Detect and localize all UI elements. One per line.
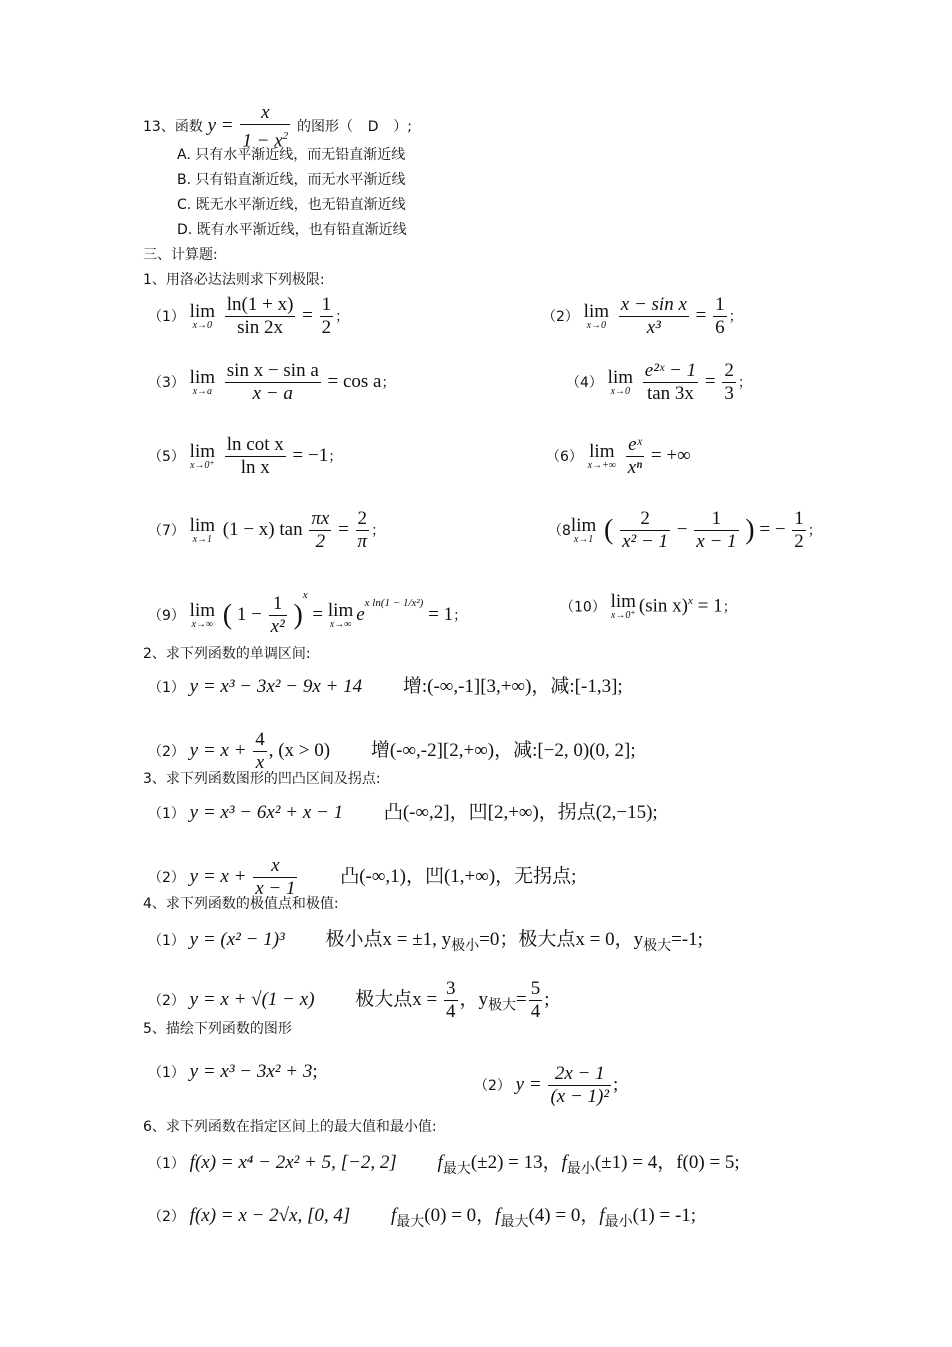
p1-4-lim-sub: x→0	[610, 385, 631, 397]
p1-9-body: 1 −	[236, 604, 262, 625]
p4-2-d1: 4	[446, 1001, 456, 1022]
p6-2-label: （2）	[148, 1209, 185, 1225]
p1-8-end: ；	[807, 522, 822, 539]
p1-9-res: = 1	[428, 604, 454, 625]
p1-item-10	[560, 592, 737, 621]
q13-answer: D	[367, 119, 379, 136]
p1-4-label: （4）	[566, 374, 603, 391]
p2-title: 2、求下列函数的单调区间:	[143, 646, 311, 662]
p1-2-num: x − sin x	[620, 294, 687, 315]
p1-7-lim-sub: x→1	[192, 533, 213, 545]
p1-5-lim	[189, 440, 216, 471]
p1-4-eq: =	[704, 370, 716, 392]
p1-4-den: tan 3x	[646, 383, 694, 404]
q13-close: ）;	[393, 119, 413, 136]
p4-2-frac-1	[444, 978, 458, 1023]
p1-9-frac	[269, 593, 287, 638]
p2-2-func-pre: y = x +	[189, 739, 247, 761]
p1-10-lim	[610, 590, 636, 621]
p1-2-lim	[583, 300, 610, 331]
p1-1-num: ln(1 + x)	[226, 294, 294, 315]
p1-7-result	[356, 508, 370, 553]
p1-9-d1: x²	[270, 616, 285, 638]
p6-1-v3: f(0) = 5;	[676, 1152, 740, 1173]
p2-item-2	[148, 729, 636, 774]
p1-5-frac	[225, 434, 286, 479]
p4-item-1	[148, 931, 703, 955]
p1-1-result	[320, 294, 334, 339]
p2-1-func: y = x³ − 3x² − 9x + 14	[189, 676, 363, 697]
p1-5-label: （5）	[148, 448, 185, 465]
p1-8-n2: 1	[694, 508, 738, 531]
p1-7-eq: =	[338, 518, 349, 540]
p1-8-result	[792, 508, 806, 553]
p1-3-label: （3）	[148, 374, 185, 391]
p1-6-lim-sub: x→+∞	[587, 459, 616, 471]
p1-8-frac-2	[694, 508, 738, 553]
p1-1-lim-sub: x→0	[192, 319, 213, 331]
q13-frac-num: x	[240, 102, 290, 125]
p1-10-lim-sub: x→0⁺	[610, 609, 636, 621]
p1-item-8	[548, 508, 822, 553]
p1-9-eq: =	[312, 604, 324, 625]
p6-2-func: f(x) = x − 2√x, [0, 4]	[189, 1205, 351, 1226]
p4-2-label: （2）	[148, 992, 185, 1009]
p1-3-end: ；	[381, 374, 396, 391]
p4-1-answer-b: =0；极大点x = 0，y	[479, 929, 644, 950]
p1-8-lparen: (	[604, 514, 614, 546]
p1-4-lim	[607, 366, 634, 397]
p4-1-answer-c: =-1;	[671, 929, 703, 950]
q13-option-d: D. 既有水平渐近线，也有铅直渐近线	[177, 222, 407, 238]
p5-2-end: ;	[613, 1073, 619, 1095]
p1-1-den: sin 2x	[237, 317, 284, 338]
p1-9-e: e	[356, 604, 365, 625]
p2-1-answer: 增:(-∞,-1][3,+∞)，减:[-1,3];	[402, 676, 623, 697]
p1-8-d1: x² − 1	[622, 531, 669, 552]
p1-3-lim	[189, 366, 216, 397]
p4-1-sub-b: 极大	[643, 937, 672, 954]
q13-option-b: B. 只有铅直渐近线，而无水平渐近线	[177, 172, 406, 188]
p1-1-lim	[189, 300, 216, 331]
p6-1-v2: (±1) = 4，	[594, 1152, 677, 1173]
q13-frac-den-text: 1 − x	[242, 130, 283, 152]
p1-10-label: （10）	[560, 599, 606, 616]
p1-4-rden: 3	[724, 383, 734, 404]
p1-8-rden: 2	[794, 531, 804, 552]
p1-2-rden: 6	[715, 317, 725, 338]
p6-1-s2: 最小	[566, 1160, 595, 1177]
p2-1-label: （1）	[148, 680, 185, 696]
p4-2-n2: 5	[530, 978, 541, 999]
p1-2-rnum: 1	[715, 294, 725, 315]
p4-1-sub-a: 极小	[451, 937, 480, 954]
p1-9-end: ；	[453, 608, 468, 624]
p1-9-lim-text: lim	[189, 599, 216, 621]
p1-7-lim-text: lim	[189, 514, 216, 536]
p6-2-s3: 最小	[604, 1213, 633, 1230]
p1-10-res: = 1	[697, 595, 723, 617]
p1-item-7	[148, 508, 385, 553]
p3-2-frac	[253, 855, 297, 900]
p1-1-end: ；	[335, 308, 350, 325]
p1-item-2	[542, 294, 743, 339]
p1-4-num: e²ˣ − 1	[644, 360, 697, 381]
p2-2-label: （2）	[148, 743, 185, 760]
p3-item-1	[148, 804, 658, 823]
question-13	[143, 102, 412, 152]
p1-1-rnum: 1	[321, 294, 332, 315]
p1-1-rden: 2	[321, 317, 332, 338]
p1-3-lim-text: lim	[189, 366, 216, 388]
p1-item-3	[148, 360, 396, 405]
p3-2-label: （2）	[148, 869, 185, 886]
p1-9-rparen: )	[293, 599, 303, 631]
p6-1-v1: (±2) = 13，	[470, 1152, 562, 1173]
p1-8-label: （8	[548, 522, 571, 539]
p1-1-frac	[225, 294, 296, 339]
p3-2-answer: 凸(-∞,1)，凹(1,+∞)，无拐点;	[340, 865, 577, 887]
p1-8-eq: = −	[759, 518, 786, 540]
p1-2-den: x³	[646, 317, 661, 338]
p5-2-num: 2x − 1	[548, 1063, 611, 1086]
p1-8-lim-text: lim	[570, 514, 597, 536]
p1-4-result	[722, 360, 736, 405]
p1-1-label: （1）	[148, 308, 185, 325]
p1-8-frac-1	[620, 508, 670, 553]
p1-8-rnum: 1	[794, 508, 804, 529]
p1-4-rnum: 2	[724, 360, 734, 381]
p6-2-s2: 最大	[500, 1213, 529, 1230]
p1-item-9	[148, 586, 467, 638]
p6-item-1	[148, 1154, 740, 1178]
p3-1-label: （1）	[148, 806, 185, 822]
p6-2-v2: (4) = 0，	[528, 1205, 600, 1226]
p1-6-label: （6）	[546, 448, 583, 465]
p5-2-den: (x − 1)²	[550, 1086, 610, 1107]
p1-1-lim-text: lim	[189, 300, 216, 322]
p3-1-answer: 凸(-∞,2]，凹[2,+∞)，拐点(2,−15);	[383, 802, 658, 823]
p4-2-eq: =	[516, 988, 527, 1010]
p1-9-exp: x	[302, 589, 308, 601]
p6-1-s1: 最大	[442, 1160, 471, 1177]
p1-9-lim2-text: lim	[327, 599, 354, 621]
p1-2-result	[713, 294, 727, 339]
p3-title: 3、求下列函数图形的凹凸区间及拐点:	[143, 771, 381, 787]
p1-7-label: （7）	[148, 522, 185, 539]
p4-1-answer-a: 极小点x = ±1, y	[325, 929, 452, 950]
p3-1-func: y = x³ − 6x² + x − 1	[189, 802, 344, 823]
p5-title: 5、描绘下列函数的图形	[143, 1021, 292, 1037]
p1-10-lim-text: lim	[610, 590, 636, 612]
p1-6-den: xⁿ	[627, 457, 643, 478]
p1-4-frac	[643, 360, 698, 405]
p5-1-label: （1）	[148, 1065, 185, 1081]
p1-item-5	[148, 434, 342, 479]
p1-3-frac	[225, 360, 321, 405]
q13-number: 13、	[143, 119, 175, 136]
p6-1-a2: f	[561, 1152, 567, 1173]
p1-item-4	[566, 360, 752, 405]
p2-2-answer: 增(-∞,-2][2,+∞)，减:[−2, 0)(0, 2];	[370, 739, 636, 761]
p2-2-num: 4	[255, 729, 265, 750]
p1-6-eq: = +∞	[650, 444, 691, 466]
q13-option-c: C. 既无水平渐近线，也无铅直渐近线	[177, 197, 406, 213]
p6-item-2	[148, 1207, 696, 1231]
p1-2-eq: =	[695, 304, 707, 326]
p5-item-2	[474, 1063, 618, 1108]
p1-8-d2: x − 1	[696, 531, 737, 552]
p1-2-end: ；	[728, 308, 743, 325]
p1-9-lim-2	[327, 599, 354, 630]
p6-title: 6、求下列函数在指定区间上的最大值和最小值:	[143, 1119, 437, 1135]
p1-9-lparen: (	[222, 599, 233, 631]
p5-item-1	[148, 1063, 318, 1082]
p1-8-lim	[570, 514, 597, 545]
p1-7-end: ；	[371, 522, 386, 539]
p6-1-func: f(x) = x⁴ − 2x² + 5, [−2, 2]	[189, 1152, 397, 1173]
p1-7-frac	[309, 508, 331, 553]
p1-9-lim-sub: x→∞	[191, 618, 214, 630]
p6-2-v3: (1) = -1;	[632, 1205, 697, 1226]
p4-2-d2: 4	[530, 1001, 541, 1022]
p4-1-func: y = (x² − 1)³	[189, 929, 285, 950]
p5-1-func: y = x³ − 3x² + 3	[189, 1061, 313, 1082]
p1-9-lim	[189, 599, 216, 630]
p1-8-rparen: )	[745, 514, 755, 546]
p6-2-s1: 最大	[396, 1213, 425, 1230]
p1-6-lim-text: lim	[589, 440, 615, 462]
p5-1-end: ;	[312, 1061, 318, 1082]
p5-2-func-pre: y =	[515, 1073, 542, 1095]
p1-7-den: 2	[315, 531, 326, 552]
p1-8-lim-sub: x→1	[573, 533, 594, 545]
p3-item-2	[148, 855, 576, 900]
p1-5-num: ln cot x	[226, 434, 284, 455]
p4-2-func: y = x + √(1 − x)	[189, 988, 315, 1010]
p6-1-a1: f	[437, 1152, 443, 1173]
p6-2-a1: f	[391, 1205, 397, 1226]
p1-6-num: eˣ	[626, 434, 644, 457]
p1-4-lim-text: lim	[607, 366, 634, 388]
p6-2-a2: f	[495, 1205, 501, 1226]
p1-2-lim-text: lim	[583, 300, 610, 322]
p5-2-label: （2）	[474, 1077, 511, 1094]
p1-2-lim-sub: x→0	[586, 319, 607, 331]
p1-item-6	[546, 434, 691, 479]
p1-4-end: ；	[737, 374, 752, 391]
p1-9-e-exp: x ln(1 − 1/x²)	[364, 597, 424, 609]
p1-7-num: πx	[311, 508, 330, 529]
p1-8-minus: −	[676, 518, 688, 540]
p4-1-label: （1）	[148, 933, 185, 949]
p1-7-lim	[189, 514, 216, 545]
p1-3-num: sin x − sin a	[226, 360, 319, 381]
p1-9-n1: 1	[269, 593, 287, 616]
p1-1-eq: =	[302, 304, 313, 326]
p4-2-n1: 3	[446, 978, 456, 999]
p1-8-n1: 2	[620, 508, 670, 531]
p2-2-frac	[253, 729, 267, 774]
p1-5-lim-sub: x→0⁺	[189, 459, 215, 471]
p1-2-label: （2）	[542, 308, 579, 325]
p1-title: 1、用洛必达法则求下列极限:	[143, 272, 325, 288]
p4-2-answer-c: ;	[544, 988, 550, 1010]
p1-10-exp: x	[688, 595, 693, 607]
p1-10-end: ；	[722, 599, 737, 616]
q13-fraction	[240, 102, 290, 152]
q13-option-a: A. 只有水平渐近线，而无铅直渐近线	[177, 147, 406, 163]
p2-item-1	[148, 678, 623, 697]
p1-9-lim2-sub: x→∞	[329, 618, 352, 630]
q13-suffix: 的图形（	[296, 119, 353, 136]
p1-item-1	[148, 294, 349, 339]
p3-2-num: x	[253, 855, 297, 878]
p1-2-frac	[619, 294, 689, 339]
p1-3-eq: = cos a	[327, 370, 382, 392]
section-3-heading: 三、计算题:	[143, 247, 218, 263]
p6-2-a3: f	[599, 1205, 605, 1226]
p4-2-answer-a: 极大点x =	[355, 988, 438, 1010]
p1-7-rden: π	[357, 531, 368, 552]
p1-6-lim	[587, 440, 616, 471]
p2-2-den: x	[255, 752, 265, 773]
p5-2-frac	[548, 1063, 611, 1108]
p1-7-body: (1 − x) tan	[222, 518, 303, 540]
p4-2-frac-2	[529, 978, 543, 1023]
p1-9-label: （9）	[148, 608, 185, 624]
p6-1-label: （1）	[148, 1156, 185, 1172]
p1-5-lim-text: lim	[189, 440, 216, 462]
p6-2-v1: (0) = 0，	[424, 1205, 496, 1226]
p4-item-2	[148, 978, 550, 1023]
p4-2-sub-b: 极大	[488, 997, 517, 1014]
p3-2-den: x − 1	[255, 878, 296, 899]
p1-6-frac	[626, 434, 644, 479]
q13-frac-den-exp: 2	[282, 130, 289, 142]
p4-title: 4、求下列函数的极值点和极值:	[143, 896, 339, 912]
q13-func-lhs: y =	[207, 115, 234, 137]
p1-5-end: ；	[328, 448, 343, 465]
p1-10-body: (sin x)	[638, 595, 688, 617]
p3-2-func-pre: y = x +	[189, 865, 247, 887]
p1-5-eq: = −1	[292, 444, 329, 466]
p1-5-den: ln x	[240, 457, 270, 478]
p2-2-func-post: , (x > 0)	[268, 739, 331, 761]
p1-3-den: x − a	[252, 383, 293, 404]
p1-7-rnum: 2	[356, 508, 370, 531]
p4-2-answer-b: ，y	[459, 988, 489, 1010]
q13-prefix: 函数	[174, 119, 203, 136]
p1-3-lim-sub: x→a	[192, 385, 213, 397]
